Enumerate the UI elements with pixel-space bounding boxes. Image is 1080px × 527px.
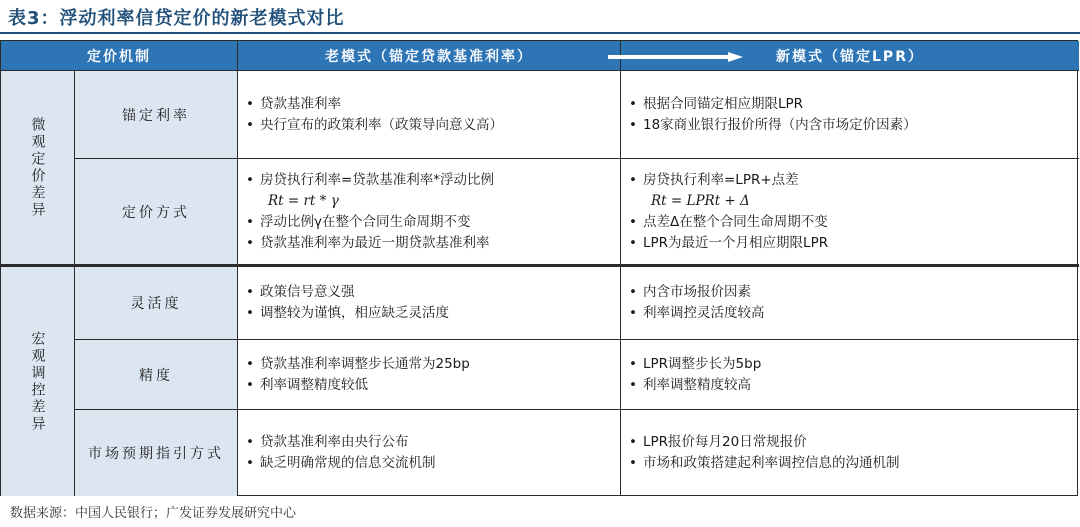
list-item: • LPR报价每月20日常规报价 [629,432,1073,453]
bullet-icon: • [246,355,254,372]
new-precision-cell [621,340,1079,410]
comparison-table [0,40,1078,496]
group-label: 宏观调控差异 [29,330,46,433]
table-title: 表3：浮动利率信贷定价的新老模式对比 [8,8,345,29]
list-item: • LPR为最近一个月相应期限LPR [629,233,1073,254]
group-macro-control [1,267,75,496]
old-precision-cell [238,340,621,410]
bullet-icon: • [629,213,637,230]
old-flexibility-cell [238,267,621,340]
list-item: • 18家商业银行报价所得（内含市场定价因素） [629,115,1073,136]
header-old-mode: 老模式（锚定贷款基准利率） [238,41,621,71]
bullet-icon: • [246,213,254,230]
list-item: • 调整较为谨慎，相应缺乏灵活度 [246,303,614,324]
new-pricing-method-cell [621,159,1079,267]
list-item: • 缺乏明确常规的信息交流机制 [246,453,614,474]
list-item: • 点差Δ在整个合同生命周期不变 [629,212,1073,233]
header-new-mode: 新模式（锚定LPR） [621,41,1079,71]
bullet-icon: • [629,355,637,372]
row-label-anchor-rate: 锚定利率 [75,71,238,159]
list-item: • 贷款基准利率调整步长通常为25bp [246,354,614,375]
bullet-icon: • [246,171,254,188]
list-item: • 浮动比例γ在整个合同生命周期不变 [246,212,614,233]
bullet-icon: • [629,434,637,450]
row-label-guidance: 市场预期指引方式 [75,410,238,496]
old-anchor-rate-cell [238,71,621,159]
bullet-icon: • [246,305,254,321]
list-item: • 利率调整精度较低 [246,375,614,396]
bullet-icon: • [629,284,637,300]
bullet-icon: • [246,434,254,450]
list-item: • 根据合同锚定相应期限LPR [629,94,1073,115]
arrow-right-icon [608,52,743,62]
bullet-icon: • [629,171,637,188]
header-pricing-mechanism: 定价机制 [1,41,238,71]
bullet-icon: • [246,455,254,471]
title-divider [0,32,1080,34]
row-label-precision: 精度 [75,340,238,410]
bullet-icon: • [629,95,637,112]
bullet-icon: • [629,376,637,393]
bullet-icon: • [629,234,637,251]
list-item: • 房贷执行利率=贷款基准利率*浮动比例 [246,170,614,191]
list-item: • 房贷执行利率=LPR+点差 [629,170,1073,191]
new-flexibility-cell [621,267,1079,340]
old-guidance-cell [238,410,621,496]
list-item: • 贷款基准利率 [246,94,614,115]
list-item: • 利率调整精度较高 [629,375,1073,396]
list-item: • 利率调控灵活度较高 [629,303,1073,324]
list-item: • 市场和政策搭建起利率调控信息的沟通机制 [629,453,1073,474]
data-source-note: 数据来源：中国人民银行；广发证券发展研究中心 [10,506,297,521]
bullet-icon: • [629,455,637,471]
list-item: • 贷款基准利率为最近一期贷款基准利率 [246,233,614,254]
bullet-icon: • [246,376,254,393]
list-item: • 央行宣布的政策利率（政策导向意义高） [246,115,614,136]
group-micro-pricing [1,71,75,267]
list-item: • 政策信号意义强 [246,282,614,303]
old-pricing-method-cell [238,159,621,267]
bullet-icon: • [629,116,637,133]
bullet-icon: • [629,305,637,321]
bullet-icon: • [246,116,254,133]
row-label-flexibility: 灵活度 [75,267,238,340]
new-anchor-rate-cell [621,71,1079,159]
new-guidance-cell [621,410,1079,496]
bullet-icon: • [246,284,254,300]
bullet-icon: • [246,234,254,251]
row-label-pricing-method: 定价方式 [75,159,238,267]
bullet-icon: • [246,95,254,112]
group-label: 微观定价差异 [29,116,46,219]
list-item: • LPR调整步长为5bp [629,354,1073,375]
list-item: • 贷款基准利率由央行公布 [246,432,614,453]
old-formula: Rt = rt * γ [268,192,339,209]
list-item: • 内含市场报价因素 [629,282,1073,303]
new-formula: Rt = LPRt + Δ [651,192,750,209]
